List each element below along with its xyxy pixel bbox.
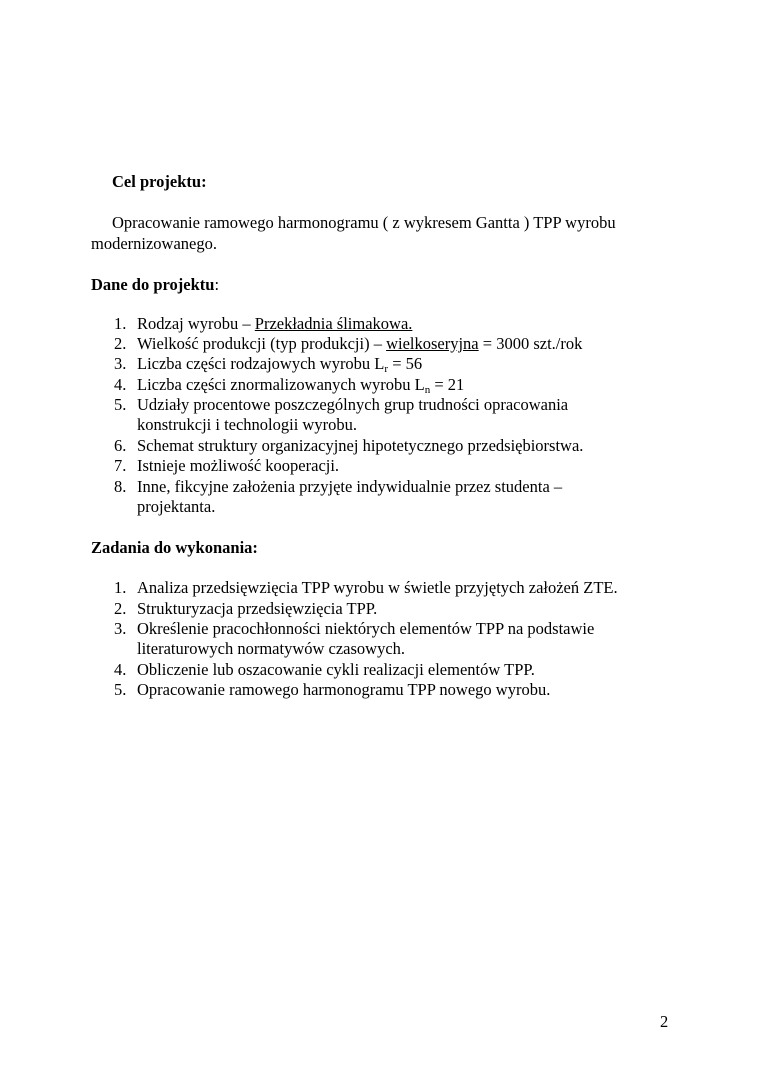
data-item-underlined: wielkoseryjna bbox=[386, 334, 479, 353]
data-item-line2: projektanta. bbox=[137, 497, 216, 516]
data-item-subscript: r bbox=[384, 363, 389, 375]
data-item-text: Liczba części rodzajowych wyrobu L bbox=[137, 354, 385, 373]
goal-heading: Cel projektu: bbox=[112, 172, 207, 191]
data-item-prefix: Wielkość produkcji (typ produkcji) – bbox=[137, 334, 387, 353]
task-item: Obliczenie lub oszacowanie cykli realizacji elementów TPP. bbox=[137, 660, 535, 679]
task-item-line1: Określenie pracochłonności niektórych elementów TPP na podstawie bbox=[137, 619, 595, 638]
data-item-line1: Udziały procentowe poszczególnych grup trudności opracowania bbox=[137, 395, 569, 414]
data-heading-colon: : bbox=[214, 275, 220, 294]
task-item-number: 2. bbox=[114, 599, 127, 618]
task-item: Analiza przedsięwzięcia TPP wyrobu w świetle przyjętych założeń ZTE. bbox=[137, 578, 618, 597]
data-item-suffix: = 3000 szt./rok bbox=[478, 334, 583, 353]
tasks-heading: Zadania do wykonania: bbox=[91, 538, 258, 557]
data-item: Istnieje możliwość kooperacji. bbox=[137, 456, 340, 475]
task-item-number: 4. bbox=[114, 660, 127, 679]
data-item-subscript: n bbox=[424, 384, 431, 396]
goal-paragraph-line1: Opracowanie ramowego harmonogramu ( z wykresem Gantta ) TPP wyrobu bbox=[112, 213, 616, 232]
data-item-underlined: Przekładnia ślimakowa. bbox=[254, 314, 413, 333]
data-item-number: 4. bbox=[114, 375, 127, 394]
data-item bbox=[137, 314, 412, 334]
data-heading bbox=[91, 275, 219, 295]
page-number: 2 bbox=[660, 1012, 669, 1031]
data-item-line1: Inne, fikcyjne założenia przyjęte indywidualnie przez studenta – bbox=[137, 477, 563, 496]
data-item-number: 2. bbox=[114, 334, 127, 353]
data-item-suffix: = 21 bbox=[430, 375, 465, 394]
goal-paragraph-line2: modernizowanego. bbox=[91, 234, 217, 253]
task-item-number: 1. bbox=[114, 578, 127, 597]
task-item: Strukturyzacja przedsięwzięcia TPP. bbox=[137, 599, 378, 618]
data-item-number: 8. bbox=[114, 477, 127, 496]
data-item-suffix: = 56 bbox=[388, 354, 423, 373]
data-item: Schemat struktury organizacyjnej hipotetycznego przedsiębiorstwa. bbox=[137, 436, 584, 455]
data-item bbox=[137, 334, 582, 354]
data-item-number: 1. bbox=[114, 314, 127, 333]
data-item-number: 7. bbox=[114, 456, 127, 475]
data-item-prefix: Rodzaj wyrobu – bbox=[137, 314, 255, 333]
task-item-number: 5. bbox=[114, 680, 127, 699]
data-item-number: 6. bbox=[114, 436, 127, 455]
data-item-number: 5. bbox=[114, 395, 127, 414]
data-item-number: 3. bbox=[114, 354, 127, 373]
data-item-line2: konstrukcji i technologii wyrobu. bbox=[137, 415, 357, 434]
data-heading-text: Dane do projektu bbox=[91, 275, 215, 294]
data-item-text: Liczba części znormalizowanych wyrobu L bbox=[137, 375, 425, 394]
task-item-number: 3. bbox=[114, 619, 127, 638]
task-item: Opracowanie ramowego harmonogramu TPP nowego wyrobu. bbox=[137, 680, 551, 699]
data-item bbox=[137, 354, 422, 374]
task-item-line2: literaturowych normatywów czasowych. bbox=[137, 639, 406, 658]
data-item bbox=[137, 375, 464, 395]
